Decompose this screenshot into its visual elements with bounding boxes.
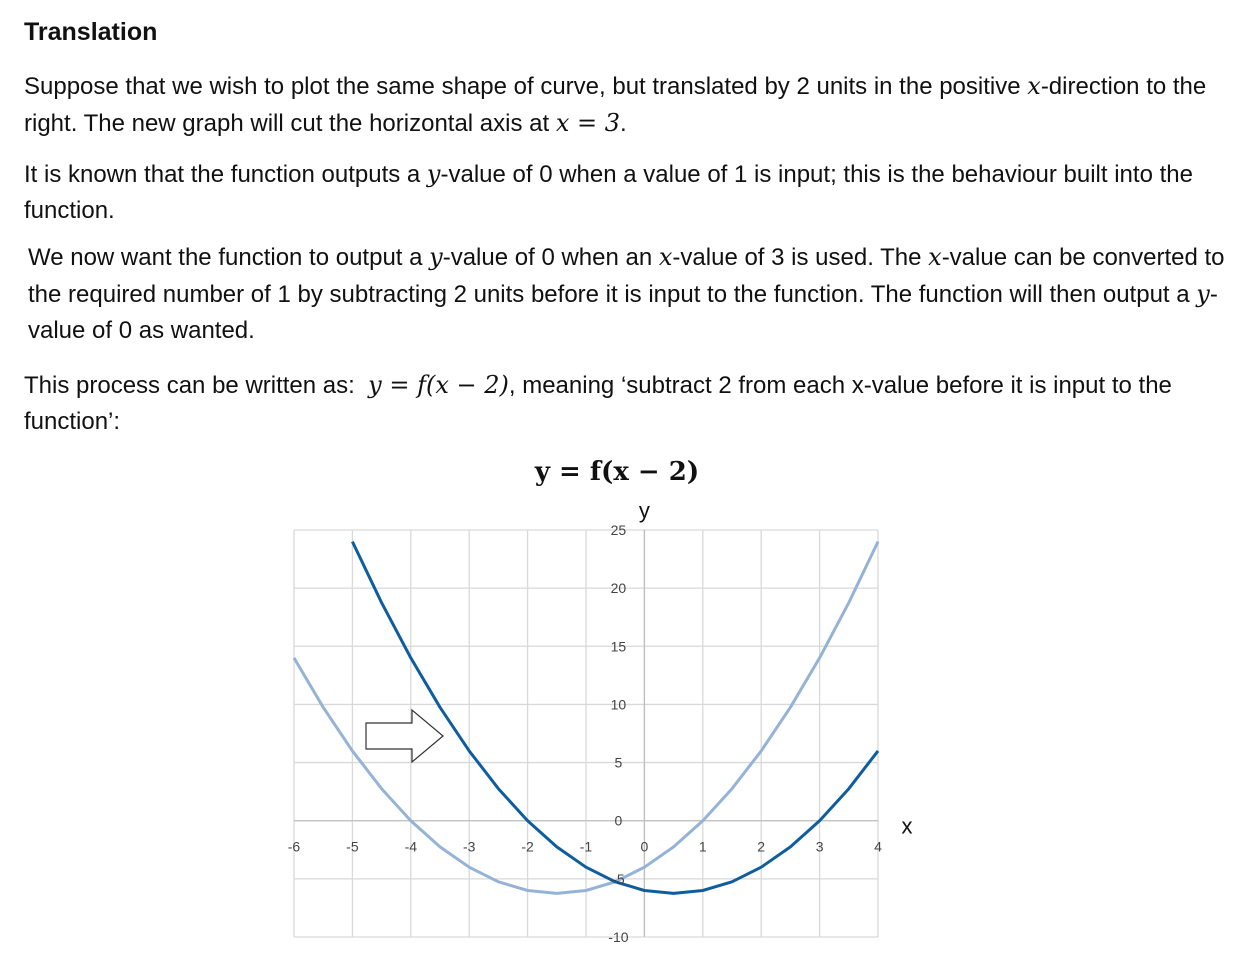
p3-var-x1: x xyxy=(658,243,673,271)
p2-text-b: -value of 0 when a value of 1 is input; this is the behaviour built into the function. xyxy=(24,161,1193,224)
chart-title: y = f(x − 2) xyxy=(534,457,700,487)
x-tick-label: 0 xyxy=(640,838,649,855)
y-tick-label: 10 xyxy=(610,696,627,713)
p1-equation: x = 3 xyxy=(555,109,621,137)
p4-equation: y = f(x − 2) xyxy=(368,371,509,399)
p4-text-b: , meaning ‘subtract 2 from each x-value before it is input to the function’: xyxy=(24,372,1172,435)
p3-var-x2: x xyxy=(928,243,942,271)
y-tick-label: 0 xyxy=(614,812,623,829)
p1-text-a: Suppose that we wish to plot the same shape of curve, but translated by 2 units in the positive xyxy=(24,73,1021,100)
p3-text-b: -value of 0 when an xyxy=(442,244,653,271)
y-tick-label: -5 xyxy=(612,870,625,887)
y-tick-label: -10 xyxy=(608,929,629,945)
p2-text-a: It is known that the function outputs a xyxy=(24,161,421,188)
arrow-right-icon xyxy=(366,710,443,762)
section-heading: Translation xyxy=(24,18,158,46)
x-tick-label: 1 xyxy=(698,838,707,855)
x-tick-label: -2 xyxy=(521,838,534,855)
p3-text-e: -value of 0 as wanted. xyxy=(28,281,1218,344)
paragraph-translation-intro xyxy=(24,68,1234,142)
x-tick-label: -6 xyxy=(287,838,301,855)
p3-var-y1: y xyxy=(429,243,443,271)
p2-var-y: y xyxy=(426,160,441,188)
x-tick-label: -3 xyxy=(462,838,476,855)
p3-text-a: We now want the function to output a xyxy=(28,244,423,271)
y-axis-label: y xyxy=(638,498,650,523)
x-tick-label: 4 xyxy=(874,838,882,855)
paragraph-subtract-explanation xyxy=(28,239,1238,349)
x-tick-label: -1 xyxy=(579,838,593,855)
x-tick-label: 3 xyxy=(815,838,824,855)
y-tick-label: 5 xyxy=(614,754,623,771)
p1-text-c: . xyxy=(620,110,627,137)
y-tick-label: 15 xyxy=(610,638,627,655)
p3-text-d: -value can be converted to the required number of 1 by subtracting 2 units before it is input to the function. The function will then output a xyxy=(28,244,1225,308)
p4-text-a: This process can be written as: xyxy=(24,372,355,399)
x-tick-label: -4 xyxy=(404,838,418,855)
p1-var-x: x xyxy=(1027,72,1041,100)
x-axis-label: x xyxy=(901,813,913,839)
p3-var-y2: y xyxy=(1196,280,1210,308)
x-tick-label: 2 xyxy=(757,838,766,855)
paragraph-known-behaviour xyxy=(24,156,1234,229)
p1-text-b: -direction to the right. The new graph will cut the horizontal axis at xyxy=(24,73,1207,137)
paragraph-process-notation xyxy=(24,367,1234,440)
y-tick-label: 25 xyxy=(610,522,627,538)
p3-text-c: -value of 3 is used. The xyxy=(672,244,922,271)
translation-chart xyxy=(0,440,1250,971)
x-tick-label: -5 xyxy=(346,838,359,855)
y-tick-label: 20 xyxy=(610,580,627,597)
